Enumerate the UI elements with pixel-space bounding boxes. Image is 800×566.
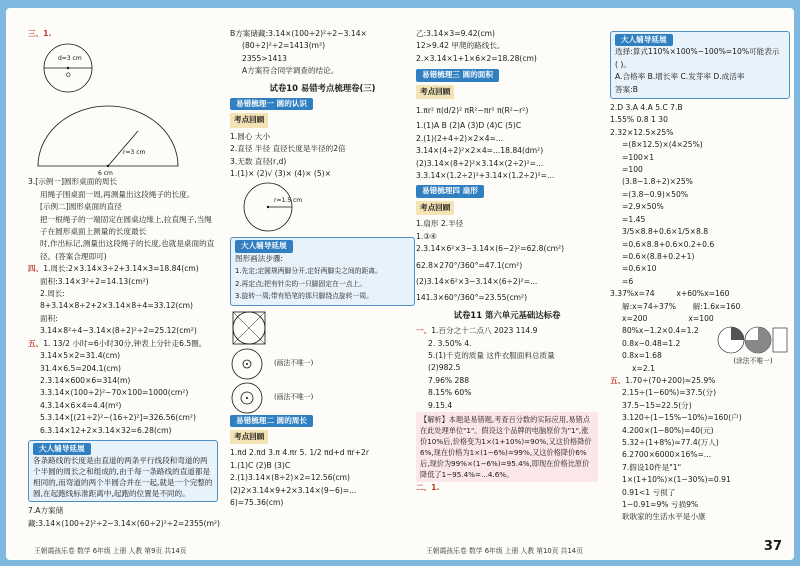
box2-line-1: 1.先定;定圆规两脚分开,定好两脚尖之间的距离。 [235, 267, 382, 276]
c2-top-2: 2355>1413 [242, 53, 288, 63]
ans2-line-1: 2.(1)3.14×(8÷2)×2=12.56(cm) [230, 473, 351, 483]
concentric-figure-2 [230, 381, 264, 415]
column-4 [610, 28, 790, 524]
q5-line-0: 1.70÷(70+200)≈25.9% [625, 375, 716, 385]
tutor-box-1-title: 大人辅导延展 [33, 443, 91, 455]
c4-eq-1: 解:x=74÷37% 解:1.6x=160 [622, 301, 741, 311]
c1-line-3: 把一根绳子的一端固定在圆桌边缘上,拉直绳子,当绳子在圆形桌面上测量的长度最长 [40, 214, 212, 237]
s1-line-1: 2. 3.50% 4. [428, 338, 472, 348]
ans4-line-1: 2.3.14×6²×3−3.14×(6−2)²=62.8(cm²) [416, 244, 565, 254]
c1-line-1: 用绳子围桌面一周,再测量出这段绳子的长度。 [40, 189, 195, 199]
kd1-line-2: 3.无数 直径(r,d) [230, 156, 287, 166]
q5-line-3: 3.120÷(1−15%−10%)=160(户) [622, 413, 742, 423]
q5-line-5: 5.32÷(1+8%)≈77.4(万人) [622, 438, 719, 447]
square-circle-figure [230, 309, 270, 347]
kd2-line-0: 1.πd 2.πd 3.π 4.πr 5. 1/2 πd+d πr+2r [230, 448, 369, 458]
draw-note-1: (画法不唯一) [274, 359, 314, 368]
ans4-line-4: 141.3×60°/360°=23.55(cm²) [416, 293, 528, 303]
s4-line-0: 1.周长:2×3.14×3÷2+3.14×3=18.84(cm) [43, 264, 199, 274]
page-number: 37 [763, 539, 782, 554]
s5-line-2: 31.4×6.5=204.1(cm) [40, 363, 121, 373]
fig2-r: r=3 cm [123, 149, 146, 157]
ans4-line-0: 1.③④ [416, 231, 437, 241]
footer-left: 王朝霞孩乐卷 数学 6年级 上册 人教 第9页 共14页 [34, 547, 187, 555]
s4-line-5: 3.14×8²÷4−3.14×(8÷2)²÷2=25.12(cm²) [40, 326, 197, 336]
c2-top-1: (80÷2)²÷2=1413(m²) [242, 41, 326, 51]
q5-line-9: 0.91<1 亏损了 [622, 487, 676, 497]
s1-line-0: 1.百分之十二点八 2023 114.9 [431, 326, 538, 336]
s4-label: 四、 [28, 264, 44, 274]
c4-eq-2: x=200 x=100 [622, 313, 714, 323]
c4-ans-10: 3/5×8.8+0.6×1/5×8.8 [622, 227, 709, 237]
tutor-box-2 [230, 237, 415, 305]
kd1-line-1: 2.直径 半径 直径长度是半径的2倍 [230, 144, 346, 154]
kd-label-2: 考点回顾 [230, 430, 268, 444]
c4-ans-7: =(3.8−0.9)×50% [622, 189, 689, 199]
s5-line-4: 3.3.14×(100÷2)²−70×100=1000(cm²) [40, 388, 189, 398]
q5-line-4: 4.200×(1−80%)=40(元) [622, 425, 714, 435]
kd4-line-0: 1.扇形 2.半径 [416, 219, 464, 229]
ans2-line-2: (2)2×3.14×9+2×3.14×(9−6)=... [230, 485, 357, 495]
ans3-line-2: 3.14×(4÷2)²×2×4=...18.84(dm²) [416, 146, 544, 156]
answers1: 1.(1)× (2)√ (3)× (4)× (5)× [230, 169, 331, 179]
c3-top-2: 2.×3.14×1+1×6×2=18.28(cm) [416, 53, 537, 63]
c4-ans-1: 1.55% 0.8 1 30 [610, 115, 668, 125]
explain-box: 【解析】本题是易错题,考查百分数的实际应用,易错点在此处理单位"1"。假设这个品牌的电脑原价为"1",涨价10%后,价格变为1×(1+10%)=90%,又这价格降价6%,现在价格为1×(1−6%)=99%,又这价格降价6%后,现价为99%×(1−6%)=95.4%,即现在价格比原价降低了1−95.4%=...4.6%。 [416, 412, 598, 482]
box3-line-3: 答案:B [615, 84, 638, 94]
c1-line-4: 时,作出标记,测量出这段绳子的长度,也就是桌面的直径。(答案合理即可) [40, 239, 215, 261]
s5-line-1: 3.14×5×2=31.4(cm) [40, 351, 121, 361]
sub-title-1: 易错梳理一 圆的认识 [230, 98, 313, 110]
ans2-line-0: 1.(1)C (2)B (3)C [230, 460, 291, 470]
fig1-d: d=3 cm [58, 55, 82, 63]
c4-eq-6: x=2.1 [632, 363, 655, 373]
ans3-line-3: (2)3.14×(8÷2)²×3.14×(2÷2)²=... [416, 158, 544, 168]
q5-line-6: 6.2700×6000×16%=... [622, 450, 712, 460]
c4-ans-5: =100 [622, 165, 643, 175]
sub-title-2: 易错梳理二 圆的周长 [230, 415, 313, 427]
q5-line-8: 1×(1+10%)×(1−30%)=0.91 [622, 475, 731, 485]
c4-ans-13: =0.6×10 [622, 264, 657, 274]
column-1 [28, 28, 218, 530]
box3-line-2: A.合格率 B.增长率 C.发芽率 D.成活率 [615, 72, 745, 82]
fig1-o: O [66, 72, 71, 80]
s4-line-1: 面积:3.14×3²÷2=14.13(cm²) [40, 276, 149, 286]
answer-tail: 耿耿家的生活水平是小康 [622, 512, 706, 522]
s1-line-3: (2)982.5 [428, 363, 461, 373]
q3-label: 三、1. [28, 29, 52, 38]
pie-note: (涂法不唯一) [733, 357, 773, 366]
q5-line-7: 7.假设10件是"1" [622, 462, 682, 472]
tutor-box-2-title: 大人辅导延展 [235, 240, 293, 252]
ans4-line-3: (2)3.14×6²×3−3.14×(6÷2)²=... [416, 276, 538, 286]
answer-page [6, 8, 794, 560]
c1-q7: 7.A方案储藏:3.14×(100÷2)²÷2−3.14×(60÷2)²÷2=2355(m²) [28, 506, 220, 528]
kd3-line-0: 1.πr² π(d/2)² πR²−πr² π(R²−r²) [416, 106, 529, 116]
box3-line-1: ( )。 [615, 59, 631, 69]
s5-line-5: 4.3.14×6×4=4.4(m²) [40, 400, 122, 410]
s5-line-3: 2.3.14×600×6=314(m) [40, 375, 131, 385]
s4-line-4: 面积: [40, 313, 58, 323]
c4-ans-8: =2.9×50% [622, 202, 664, 212]
circle-answer-figure [230, 180, 350, 234]
c4-ans-3: =(8×12.5)×(4×25%) [622, 140, 703, 150]
column-3 [416, 28, 598, 494]
c4-eq-3: 80%x−1.2×0.4=1.2 [622, 326, 699, 336]
semicircle-figure [28, 96, 198, 176]
c3-top-0: 乙:3.14×3=9.42(cm) [416, 29, 496, 38]
c2-top-0: B方案储藏:3.14×(100÷2)²÷2−3.14× [230, 29, 367, 38]
box2-line-2: 2.再定点;把有针尖的一只脚固定在一点上。 [235, 279, 367, 288]
q5-line-2: 37.5−15=22.5(分) [622, 400, 692, 410]
c4-ans-6: (3.8−1.8÷2)×25% [622, 177, 693, 187]
s5-label: 五、 [28, 338, 44, 348]
concentric-figure-1 [230, 347, 264, 381]
s1-label: 一、 [416, 326, 432, 336]
tutor-box-3 [610, 31, 790, 99]
s4-line-3: 8+3.14×8÷2+2×3.14×8÷4=33.12(cm) [40, 301, 193, 311]
s5-line-0: 1. 13/2 小时=6小时30分,钟表上分针走6.5圈。 [43, 338, 207, 348]
ans3-line-1: 2.(1)(2+4÷2)×2×4=... [416, 133, 504, 143]
q5-line-10: 1−0.91=9% 亏损9% [622, 500, 699, 510]
s1-line-5: 8.15% 60% [428, 388, 472, 398]
c3-top-1: 12>9.42 甲爬的路线长。 [416, 41, 505, 51]
c4-ans-2: 2.32×12.5×25% [610, 127, 674, 137]
circle-figure [28, 40, 108, 96]
tutor-box-1-text: 各条路线的长度是由直道的两条平行线段和弯道的两个半圆的周长之和组成的,由于每一条路线的直道都是相同的,而弯道的两个半圆合并在一起,就是一个完整的圆,在起跑线标准距离中,起跑的位置是不同的。 [33, 456, 213, 499]
c1-line-0: 3.[示例一]圆形桌面的周长 [28, 177, 118, 187]
box2-line-3: 3.旋转一周;带有铅笔的那只脚绕点旋转一周。 [235, 292, 373, 301]
ans4-line-2: 62.8×270°/360°=47.1(cm²) [416, 260, 523, 270]
c4-eq-5: 0.8x=1.68 [622, 351, 662, 361]
circle-label: r=1.5 cm [274, 197, 303, 205]
ans3-line-0: 1.(1)A B (2)A (3)D (4)C (5)C [416, 121, 522, 131]
footer-right: 王朝霞孩乐卷 数学 6年级 上册 人教 第10页 共14页 [426, 547, 583, 555]
s5-line-7: 6.3.14×12+2×3.14×32=6.28(cm) [40, 425, 172, 435]
s1-line-6: 9.15.4 [428, 400, 453, 410]
kd-label-4: 考点回顾 [416, 201, 454, 215]
kd1-line-0: 1.圆心 大小 [230, 131, 271, 141]
fig2-w: 6 cm [98, 170, 113, 177]
tutor-box-1 [28, 440, 218, 502]
c4-eq-0: 3.37%x=74 x+60%x=160 [610, 289, 730, 299]
s2-label: 二、1. [416, 482, 440, 492]
sub-title-3: 易错梳理三 圆的面积 [416, 69, 499, 81]
column-2 [230, 28, 415, 509]
box2-line-0: 图形画法步骤: [235, 253, 284, 263]
c2-top-3: A方案符合同学调查的结论。 [242, 66, 339, 76]
c4-ans-4: =100×1 [622, 152, 655, 162]
c4-ans-9: =1.45 [622, 214, 646, 224]
c4-ans-11: =0.6×8.8+0.6×0.2+0.6 [622, 239, 715, 249]
ans2-line-3: 6)=75.36(cm) [230, 497, 284, 507]
sub-title-4: 易错梳理四 扇形 [416, 185, 484, 197]
tutor-box-3-title: 大人辅导延展 [615, 34, 673, 46]
q5-line-1: 2.15÷(1−60%)=37.5(分) [622, 388, 717, 398]
draw-note-2: (画法不唯一) [274, 393, 314, 402]
top-border [0, 0, 800, 8]
c4-ans-0: 2.D 3.A 4.A 5.C 7.B [610, 103, 683, 113]
ans3-line-4: 3.3.14×(1.2÷2)²+3.14×(1.2÷2)²=... [416, 171, 555, 181]
c4-ans-12: =0.6×(8.8+0.2+1) [622, 251, 695, 261]
kd-label-1: 考点回顾 [230, 113, 268, 127]
section-title-11: 试卷11 第六单元基础达标卷 [453, 309, 561, 320]
section-title-10: 试卷10 易错考点梳理卷(三) [269, 82, 376, 93]
kd-label-3: 考点回顾 [416, 85, 454, 99]
pie-figures [716, 325, 790, 355]
s1-line-2: 5.(1)千克的质量 这件衣服面料总质量 [428, 350, 555, 360]
c4-ans-14: =6 [622, 276, 634, 286]
s1-line-4: 7.96% 288 [428, 375, 470, 385]
q5-label: 五、 [610, 375, 626, 385]
box3-line-0: 选择:算式110%×100%−100%=10%可能表示 [615, 47, 780, 57]
s4-line-2: 2.周长: [40, 289, 65, 299]
c4-eq-4: 0.8x−0.48=1.2 [622, 338, 681, 348]
s5-line-6: 5.3.14×[(21÷2)²−(16÷2)²]=326.56(cm²) [40, 413, 196, 423]
c1-line-2: [示例二]圆形桌面的直径 [40, 202, 122, 212]
